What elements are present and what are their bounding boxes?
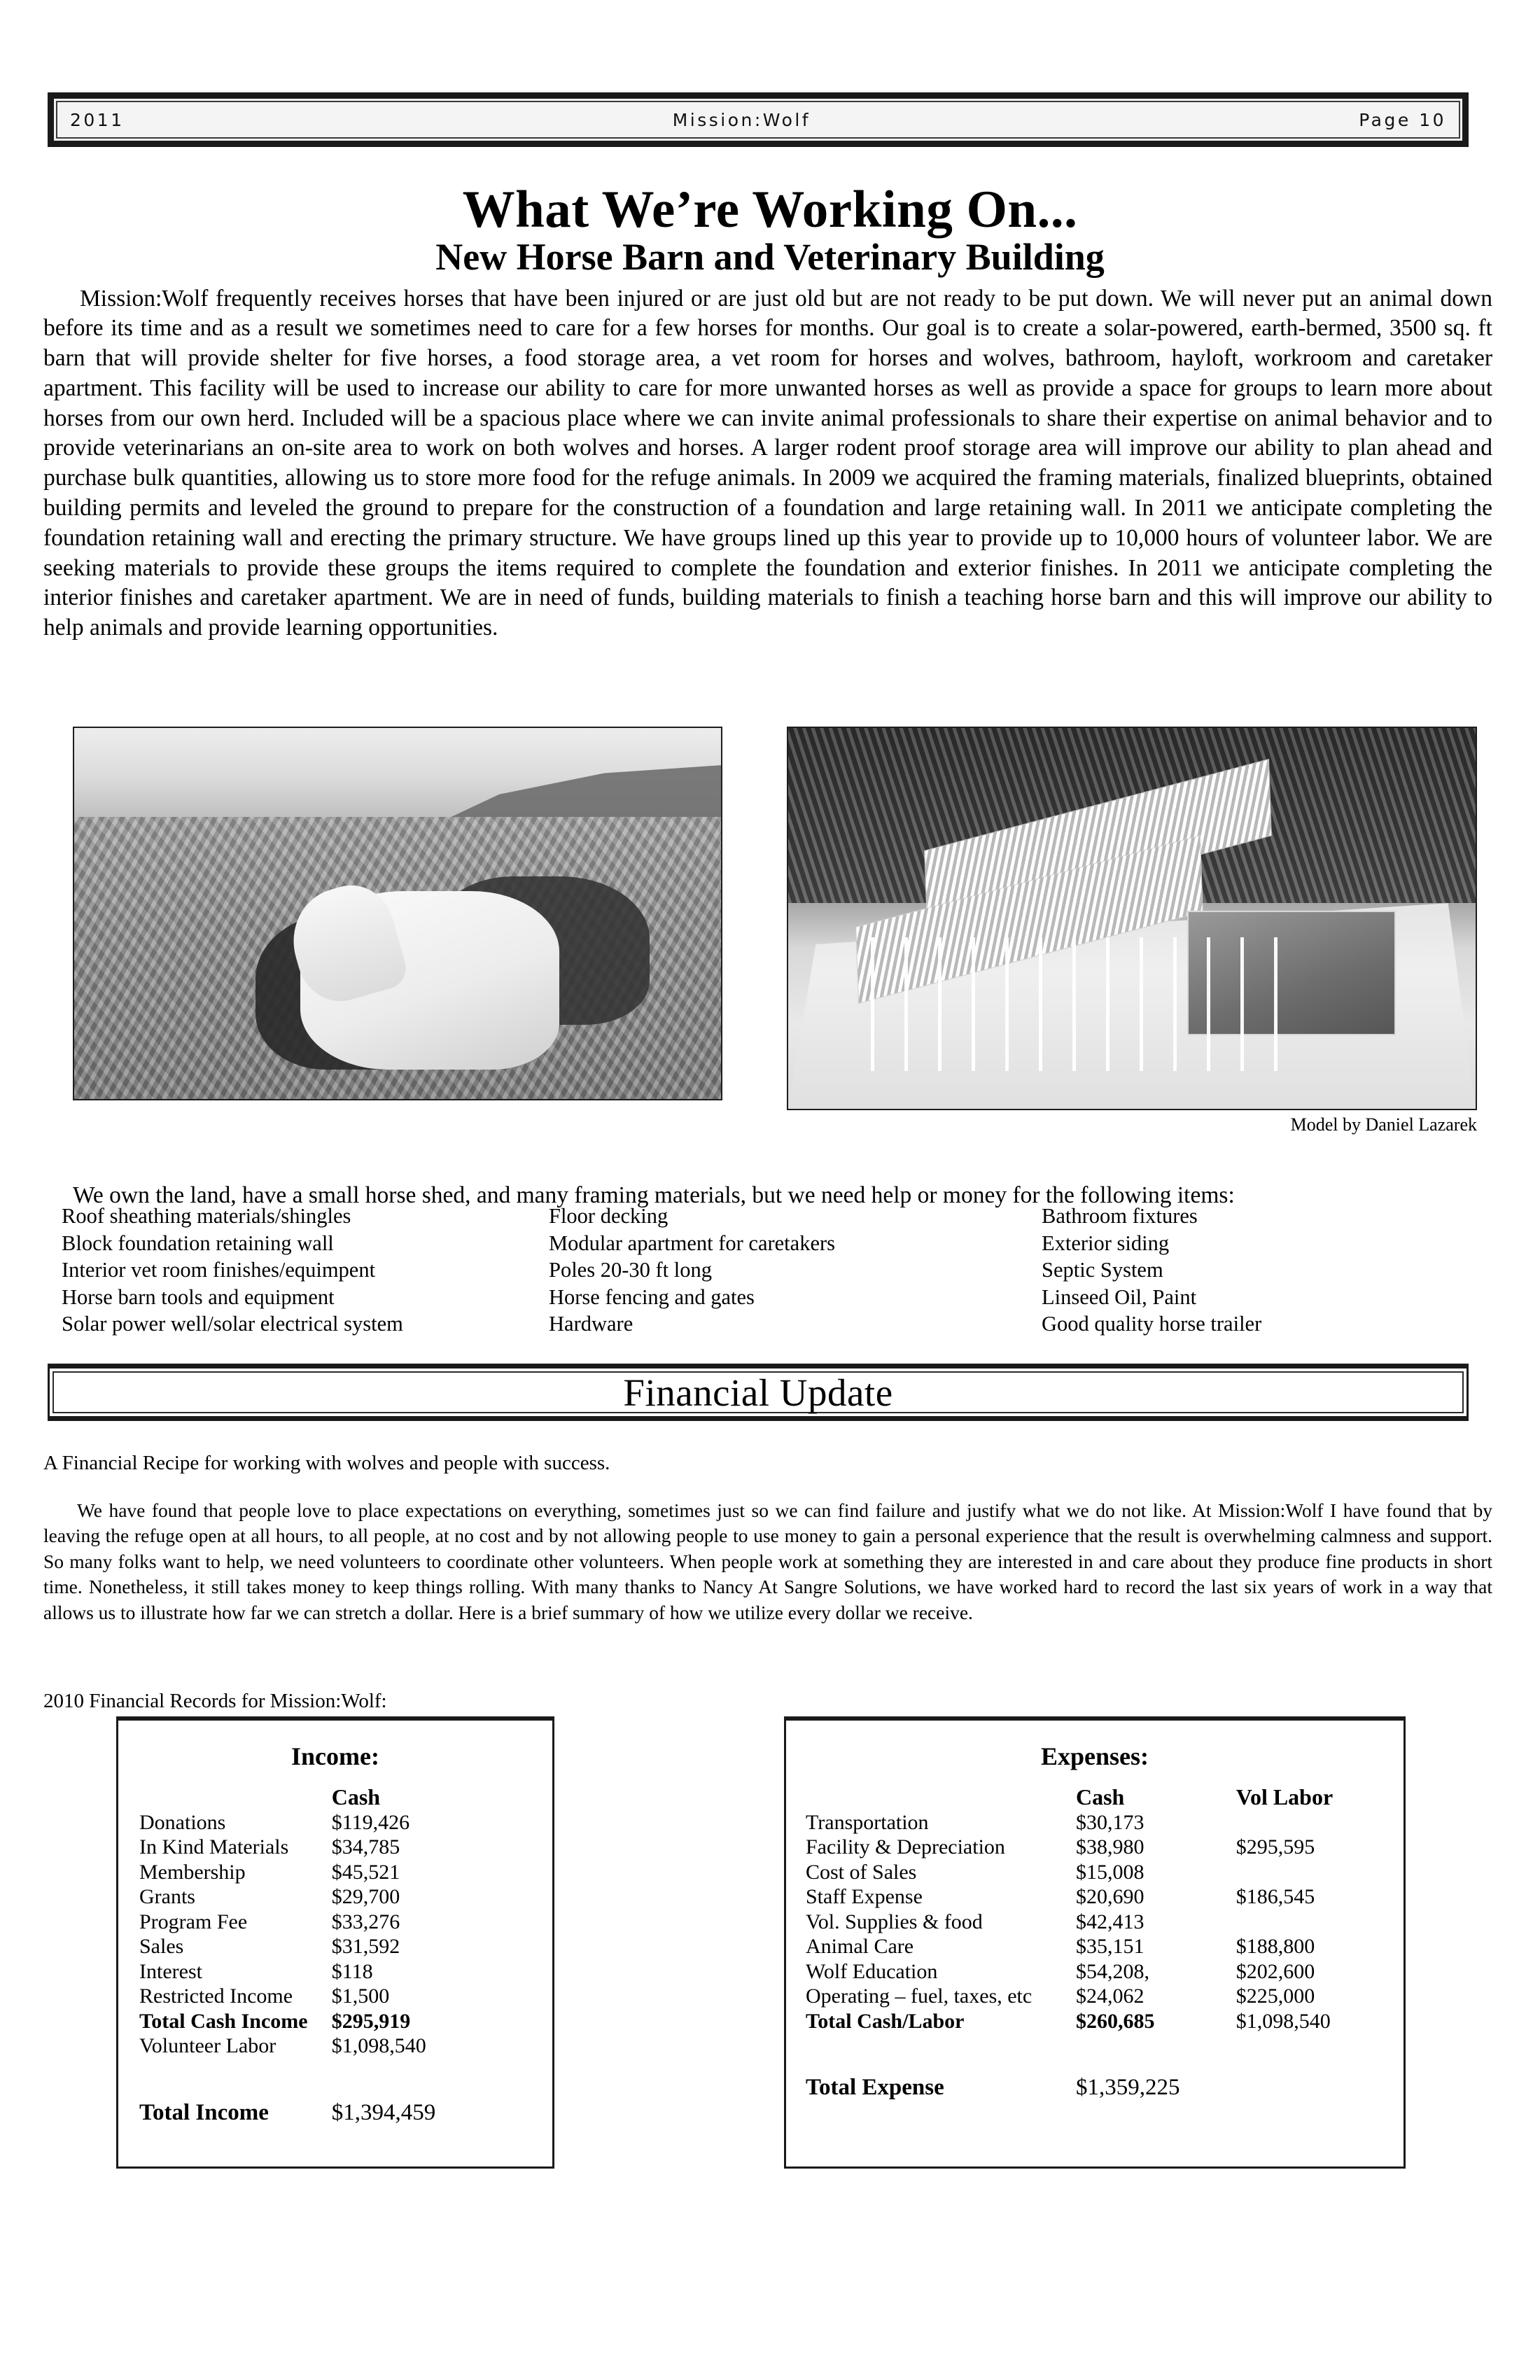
expenses-table [786,1785,1404,2101]
expenses-row-vol: $295,595 [1236,1835,1315,1858]
expenses-total-vol-blank [1236,2076,1404,2101]
financial-paragraph: We have found that people love to place expectations on everything, sometimes just so we can find failure and justify what we do not like. At Mission:Wolf I have found that by leaving the refuge open at all hours, to all people, at no cost and by not allowing people to use money to gain a personal experience that the result is overwhelming calmness and support. So many folks want to help, we need volunteers to coordinate other volunteers. When people work at something they are interested in and care about they produce fine products in short time. Nonetheless, it still takes money to keep things rolling. With many thanks to Nancy At Sangre Solutions, we have worked hard to record the last six years of work in a way that allows us to illustrate how far we can stretch a dollar. Here is a brief summary of how we utilize every dollar we receive. [43,1499,1492,1623]
header-year: 2011 [70,109,125,130]
needs-item: Horse fencing and gates [549,1284,755,1309]
table-row [786,1934,1404,1959]
table-row [118,1984,552,2009]
income-row-cash: $295,919 [331,2009,411,2033]
expenses-header-blank [786,1785,1076,1810]
income-row-label: Restricted Income [139,1984,293,2008]
expenses-row-cash: $30,173 [1075,1810,1144,1834]
expenses-row-cash: $38,980 [1075,1835,1144,1858]
financial-recipe-line: A Financial Recipe for working with wolves and people with success. [43,1452,610,1474]
income-header-blank [118,1785,332,1810]
income-header-cash: Cash [331,1784,381,1809]
financial-update-title: Financial Update [623,1371,893,1414]
expenses-grand-total-row [786,2076,1404,2101]
income-spacer-row [118,2059,552,2101]
article-body: Mission:Wolf frequently receives horses that have been injured or are just old but are not ready to be put down. We will never put an animal down before its time and as a result we sometimes need to care for a few horses for months. Our goal is to create a solar-powered, earth-bermed, 3500 sq. ft barn that will provide shelter for five horses, a food storage area, a vet room for horses and wolves, bathroom, hayloft, workroom and caretaker apartment. This facility will be used to increase our ability to care for more unwanted horses as well as provide a space for groups to learn more about horses from our own herd. Included will be a spacious place where we can invite animal professionals to share their expertise on animal behavior and to provide veterinarians an on-site area to work on both wolves and horses. A larger rodent proof storage area will improve our ability to plan ahead and purchase bulk quantities, allowing us to store more food for the refuge animals. In 2009 we acquired the framing materials, finalized blueprints, obtained building permits and leveled the ground to prepare for the construction of a foundation and large retaining wall. In 2011 we anticipate completing the foundation retaining wall and erecting the primary structure. We have groups lined up this year to provide up to 10,000 hours of volunteer labor. We are seeking materials to provide these groups the items required to complete the foundation and exterior finishes. In 2011 we anticipate completing the interior finishes and caretaker apartment. We are in need of funds, building materials to finish a teaching horse barn and this will improve our ability to help animals and provide learning opportunities. [43,285,1492,641]
photo-model-posts [871,937,1283,1070]
expenses-row-cash: $42,413 [1075,1910,1144,1933]
table-row [786,1835,1404,1860]
expenses-title: Expenses: [1040,1742,1149,1770]
expenses-row-vol: $1,098,540 [1236,2009,1331,2033]
income-row-cash: $119,426 [331,1810,410,1834]
expenses-row-label: Total Cash/Labor [806,2009,965,2033]
needs-item: Poles 20-30 ft long [549,1258,712,1282]
table-row [118,2033,552,2059]
income-title: Income: [291,1742,379,1770]
expenses-row-vol: $225,000 [1236,1984,1315,2008]
income-header-row [118,1785,552,1810]
expenses-row-cash: $24,062 [1075,1984,1144,2008]
needs-item: Horse barn tools and equipment [62,1284,335,1309]
expenses-header-vol: Vol Labor [1236,1784,1334,1809]
financial-update-banner-inner [52,1371,1464,1413]
income-row-label: Program Fee [139,1910,248,1933]
income-total-value: $1,394,459 [331,2099,436,2125]
income-row-cash: $34,785 [331,1835,400,1858]
financial-update-banner [48,1364,1469,1421]
expenses-total-label: Total Expense [806,2075,944,2100]
expenses-spacer-row [786,2033,1404,2076]
table-row [786,1860,1404,1885]
income-row-label: Volunteer Labor [139,2034,276,2057]
expenses-row-vol: $186,545 [1236,1885,1315,1908]
expenses-row-label: Wolf Education [806,1959,938,1983]
income-spacer-cell [118,2059,552,2101]
income-row-label: In Kind Materials [139,1835,289,1858]
income-row-cash: $1,500 [331,1984,390,2008]
table-row [118,1860,552,1885]
article-subtitle: New Horse Barn and Veterinary Building [435,235,1105,278]
needs-item: Solar power well/solar electrical system [62,1312,403,1336]
expenses-row-label: Operating – fuel, taxes, etc [806,1984,1032,2008]
expenses-spacer-cell [786,2033,1404,2076]
expenses-row-vol [1236,1910,1404,1935]
income-row-label: Donations [139,1810,226,1834]
income-row-label: Membership [139,1860,246,1884]
expenses-row-label: Animal Care [806,1935,914,1958]
table-row [118,1910,552,1935]
income-row-cash: $118 [331,1959,373,1983]
expenses-row-label: Vol. Supplies & food [806,1910,983,1933]
needs-column-1 [62,1203,549,1338]
needs-item: Exterior siding [1042,1231,1170,1255]
expenses-total-value: $1,359,225 [1075,2075,1180,2100]
photo-credit: Model by Daniel Lazarek [1290,1114,1477,1135]
expenses-row-cash: $54,208, [1075,1959,1149,1983]
table-row [786,1910,1404,1935]
income-row-cash: $45,521 [331,1860,400,1884]
page-header-bar [48,92,1469,147]
header-page-number: Page 10 [1359,109,1446,130]
photo-horses [73,727,722,1100]
needs-item: Hardware [549,1312,634,1336]
table-row [786,1884,1404,1910]
article-title: What We’re Working On... [462,181,1078,239]
photo-barn-model [787,727,1477,1110]
income-row-label: Sales [139,1935,184,1958]
expenses-header-row [786,1785,1404,1810]
expenses-row-label: Cost of Sales [806,1860,917,1884]
expenses-row-vol: $188,800 [1236,1935,1315,1958]
needs-item: Modular apartment for caretakers [549,1231,836,1255]
expenses-header-cash: Cash [1075,1784,1125,1809]
income-grand-total-row [118,2101,552,2126]
expenses-table-box [784,1716,1406,2169]
expenses-row-label: Facility & Depreciation [806,1835,1005,1858]
income-row-label: Grants [139,1885,195,1908]
table-row-total-cash [118,2009,552,2034]
expenses-row-cash: $35,151 [1075,1935,1144,1958]
expenses-row-vol [1236,1810,1404,1835]
expenses-row-vol: $202,600 [1236,1959,1315,1983]
needs-item: Good quality horse trailer [1042,1312,1262,1336]
needs-column-2 [549,1203,1042,1338]
income-row-cash: $1,098,540 [331,2034,426,2057]
table-row [118,1959,552,1984]
income-row-label: Total Cash Income [139,2009,308,2033]
income-row-cash: $29,700 [331,1885,400,1908]
table-row [118,1934,552,1959]
needs-columns [62,1203,1469,1338]
table-row [786,1810,1404,1835]
page-header-inner [56,101,1460,139]
expenses-row-cash: $260,685 [1075,2009,1155,2033]
income-table-box [116,1716,554,2169]
income-row-cash: $33,276 [331,1910,400,1933]
table-row-total-cash-labor [786,2009,1404,2034]
header-org-name: Mission:Wolf [672,109,811,130]
expenses-row-cash: $20,690 [1075,1885,1144,1908]
expenses-row-vol [1236,1860,1404,1885]
income-total-label: Total Income [139,2099,269,2125]
needs-item: Septic System [1042,1258,1163,1282]
table-row [118,1884,552,1910]
needs-item: Roof sheathing materials/shingles [62,1204,351,1228]
income-row-cash: $31,592 [331,1935,400,1958]
expenses-row-label: Transportation [806,1810,929,1834]
needs-item: Bathroom fixtures [1042,1204,1198,1228]
table-row [786,1959,1404,1984]
income-table [118,1785,552,2125]
table-row [118,1810,552,1835]
table-row [118,1835,552,1860]
needs-item: Floor decking [549,1204,668,1228]
expenses-row-cash: $15,008 [1075,1860,1144,1884]
expenses-row-label: Staff Expense [806,1885,923,1908]
needs-item: Block foundation retaining wall [62,1231,334,1255]
needs-item: Linseed Oil, Paint [1042,1284,1197,1309]
table-row [786,1984,1404,2009]
needs-intro-text: We own the land, have a small horse shed, and many framing materials, but we need help or money for the following items: [73,1182,1235,1208]
income-row-label: Interest [139,1959,202,1983]
needs-column-3 [1042,1203,1469,1338]
needs-item: Interior vet room finishes/equimpent [62,1258,376,1282]
financial-records-label: 2010 Financial Records for Mission:Wolf: [43,1690,387,1712]
